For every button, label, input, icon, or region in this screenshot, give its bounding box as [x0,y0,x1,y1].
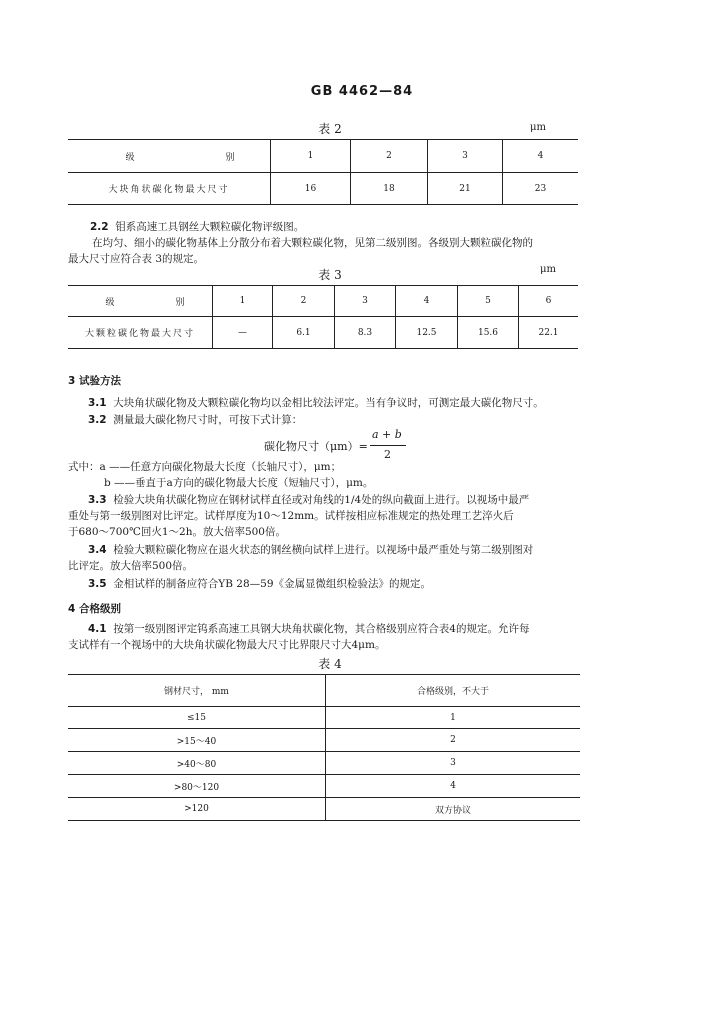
table3-unit: μm [540,264,556,275]
table4-row2-grade: 2 [450,735,456,745]
para-4-1-line2: 支试样有一个视场中的大块角状碳化物最大尺寸比界限尺寸大4μm。 [68,639,386,651]
formula-left: 碳化物尺寸（μm）= [264,440,368,453]
table3-header-col4: 4 [423,296,430,306]
para-3-4-text: 检验大颗粒碳化物应在退火状态的钢丝横向试样上进行。以视场中最严重处与第二级别图对 [113,544,534,556]
para-3-5-number: 3.5 [88,578,107,590]
table2-header-col1: 1 [307,151,314,161]
table4-row4-grade: 4 [450,781,456,791]
table4-row5-grade: 双方协议 [434,805,471,816]
formula-where-b: b ——垂直于a方向的碳化物最大长度（短轴尺寸），μm。 [104,477,374,489]
table2-cell-3: 21 [459,183,471,194]
section-3-heading: 3 试验方法 [68,375,121,387]
table4-row1-size: ≤15 [187,712,206,723]
table2-header-level-2: 别 [225,152,235,163]
table3-header-level-2: 别 [175,297,185,308]
para-3-2-text: 测量最大碳化物尺寸时，可按下式计算： [113,414,303,426]
para-3-2 [88,413,302,428]
para-2-2-line3: 最大尺寸应符合表 3的规定。 [68,253,205,265]
para-3-4-line2: 比评定。放大倍率500倍。 [68,560,194,572]
table4-row2-size: >15～40 [176,736,217,747]
table3-header-col6: 6 [545,296,552,306]
table4-row3-grade: 3 [450,758,456,768]
formula-numerator: a + b [372,428,402,441]
table3-row-label: 大颗粒碳化物最大尺寸 [84,329,195,339]
table2-cell-1: 16 [304,183,317,194]
para-3-1-text: 大块角状碳化物及大颗粒碳化物均以金相比较法评定。当有争议时，可测定最大碳化物尺寸。 [113,397,544,409]
table4-title: 表 4 [318,657,342,671]
para-2-2-text: 钼系高速工具钢丝大颗粒碳化物评级图。 [115,221,305,233]
table2-row-label: 大块角状碳化物最大尺寸 [108,185,230,195]
formula-denominator: 2 [384,448,391,461]
para-2-2-line1 [90,220,304,235]
table4-header-grade: 合格级别，不大于 [416,687,489,697]
para-3-2-number: 3.2 [88,414,107,426]
para-3-5 [88,577,431,592]
para-4-1-line1 [88,622,529,637]
table2-header-col2: 2 [386,151,392,161]
table2-header-col4: 4 [537,151,544,161]
table2-header-level-1: 级 [125,152,135,163]
table3-title: 表 3 [318,268,342,282]
section-4-heading: 4 合格级别 [68,603,121,615]
table3-header-level-1: 级 [105,297,115,308]
para-3-1 [88,396,544,411]
table4-header-size: 钢材尺寸， mm [164,687,229,697]
para-2-2-number: 2.2 [90,221,109,233]
para-3-1-number: 3.1 [88,397,107,409]
para-4-1-number: 4.1 [88,623,107,635]
table2-title: 表 2 [318,122,342,136]
table3-cell-1: — [238,327,247,338]
para-3-3-line2: 重处与第一级别图对比评定。试样厚度为10～12mm。试样按相应标准规定的热处理工艺淬火后 [68,510,514,522]
table4-row3-size: >40～80 [176,759,217,770]
formula-fraction-bar [370,445,406,446]
table3-cell-6: 22.1 [538,327,559,338]
para-3-3-line3: 于680～700℃回火1～2h。放大倍率500倍。 [68,526,286,538]
table4-row5-size: >120 [184,804,209,814]
table3-header-col5: 5 [485,296,491,306]
table3-header-col3: 3 [362,296,368,306]
para-3-3-number: 3.3 [88,494,107,506]
para-3-4-number: 3.4 [88,544,107,556]
table4-row4-size: >80～120 [173,782,220,793]
para-2-2-line2: 在均匀、细小的碳化物基体上分散分布着大颗粒碳化物，见第二级别图。各级别大颗粒碳化物的 [92,237,533,249]
para-3-4-line1 [88,543,533,558]
table3-header-col2: 2 [300,296,307,306]
table3-cell-5: 15.6 [477,327,499,338]
para-3-5-text: 金相试样的制备应符合YB 28—59《金属显微组织检验法》的规定。 [113,578,432,590]
document-code: GB 4462—84 [310,84,414,99]
table4-row1-grade: 1 [450,712,456,723]
table3-cell-3: 8.3 [357,327,373,338]
table2-cell-4: 23 [534,183,547,194]
table2-cell-2: 18 [383,183,395,194]
table2-header-col3: 3 [462,151,468,161]
table2-unit: μm [530,122,546,133]
table3-cell-2: 6.1 [296,327,311,338]
para-3-3-text: 检验大块角状碳化物应在钢材试样直径或对角线的1/4处的纵向截面上进行。以视场中最严 [113,494,530,506]
formula-where-a: 式中：a ——任意方向碳化物最大长度（长轴尺寸），μm； [68,461,342,473]
para-3-3-line1 [88,493,529,508]
table3-cell-4: 12.5 [416,327,437,338]
para-4-1-text: 按第一级别图评定钨系高速工具钢大块角状碳化物，其合格级别应符合表4的规定。允许每 [113,623,530,635]
table3-header-col1: 1 [239,296,246,306]
